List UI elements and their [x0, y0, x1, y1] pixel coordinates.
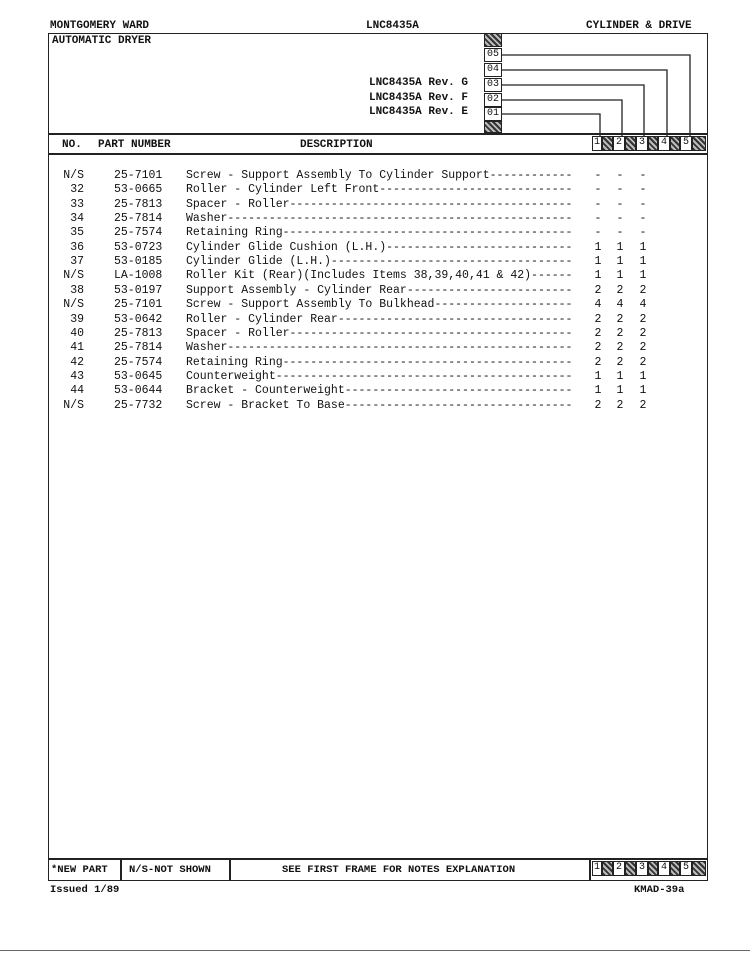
part-item-number: 40	[70, 326, 84, 340]
part-item-number: 42	[70, 355, 84, 369]
part-number: 25-7101	[114, 169, 163, 182]
qty-rev-1: -	[594, 226, 602, 240]
footer-col-sep-5	[692, 861, 706, 876]
qty-rev-2: 2	[616, 355, 624, 369]
qty-rev-1: 2	[594, 398, 602, 412]
footer-col-3: 3	[636, 861, 648, 876]
footer-col-sep-1	[602, 861, 613, 876]
qty-rev-3: 2	[639, 283, 647, 297]
part-number: 25-7732	[114, 398, 163, 412]
part-item-number: N/S	[63, 398, 84, 412]
qty-rev-3: -	[639, 169, 647, 182]
part-number: 53-0665	[114, 183, 163, 197]
part-number: 25-7813	[114, 197, 163, 211]
revision-label-g: LNC8435A Rev. G	[368, 77, 468, 89]
rev-code-04: 04	[484, 63, 502, 77]
part-number: 25-7574	[114, 226, 163, 240]
qty-rev-3: -	[639, 226, 647, 240]
qty-rev-1: 2	[594, 341, 602, 355]
notes-explanation: SEE FIRST FRAME FOR NOTES EXPLANATION	[282, 864, 516, 876]
rev-code-01: 01	[484, 107, 502, 121]
qty-rev-2: 1	[616, 255, 624, 269]
qty-rev-1: -	[594, 212, 602, 226]
part-item-number: 37	[70, 255, 84, 269]
qty-rev-3: 2	[639, 326, 647, 340]
col-header-part-number: PART NUMBER	[98, 139, 171, 151]
qty-rev-3: 1	[639, 384, 647, 398]
qty-rev-2: 1	[616, 384, 624, 398]
qty-rev-1: 1	[594, 369, 602, 383]
qty-rev-3: 2	[639, 355, 647, 369]
part-description: Roller Kit (Rear)(Includes Items 38,39,40,41 & 42)------	[186, 269, 573, 283]
qty-rev-2: 1	[616, 369, 624, 383]
part-description: Washer--------------------------------------------------	[186, 212, 573, 226]
qty-rev-3: -	[639, 197, 647, 211]
footer-col-sep-4	[670, 861, 680, 876]
qty-rev-3: -	[639, 212, 647, 226]
part-number: 53-0197	[114, 283, 163, 297]
part-item-number: 41	[70, 341, 84, 355]
part-description: Roller - Cylinder Rear----------------------------------	[186, 312, 573, 326]
part-item-number: N/S	[63, 169, 84, 182]
qty-rev-2: -	[616, 226, 624, 240]
qty-rev-3: 4	[639, 298, 647, 312]
scan-edge-line	[0, 950, 750, 951]
qty-rev-2: 2	[616, 326, 624, 340]
part-item-number: 34	[70, 212, 84, 226]
part-item-number: 43	[70, 369, 84, 383]
qty-rev-3: 1	[639, 369, 647, 383]
col-rev-sep-4	[670, 136, 680, 151]
section-title: CYLINDER & DRIVE	[586, 20, 692, 32]
part-item-number: 33	[70, 197, 84, 211]
revision-label-f: LNC8435A Rev. F	[368, 92, 468, 104]
footer-top-rule	[48, 858, 708, 860]
document-code: KMAD-39a	[634, 884, 685, 896]
qty-rev-2: 1	[616, 269, 624, 283]
issued-date: Issued 1/89	[50, 884, 120, 896]
qty-rev-3: 1	[639, 240, 647, 254]
qty-rev-2: 1	[616, 240, 624, 254]
part-description: Spacer - Roller-----------------------------------------	[186, 326, 573, 340]
qty-rev-1: 1	[594, 255, 602, 269]
header-bottom-rule	[48, 153, 708, 155]
footer-col-1: 1	[592, 861, 602, 876]
footer-col-2: 2	[613, 861, 625, 876]
part-number: 53-0642	[114, 312, 163, 326]
not-shown-legend: N/S-NOT SHOWN	[129, 864, 211, 876]
qty-rev-1: 4	[594, 298, 602, 312]
col-rev-5: 5	[680, 136, 692, 151]
qty-rev-2: 2	[616, 341, 624, 355]
footer-col-sep-2	[625, 861, 636, 876]
part-item-number: 44	[70, 384, 84, 398]
footer-col-5: 5	[680, 861, 692, 876]
part-number: 25-7814	[114, 212, 163, 226]
header-top-rule	[48, 133, 708, 135]
qty-rev-1: -	[594, 197, 602, 211]
qty-rev-3: 1	[639, 269, 647, 283]
qty-rev-2: -	[616, 197, 624, 211]
part-item-number: 32	[70, 183, 84, 197]
qty-rev-1: 1	[594, 240, 602, 254]
footer-col-sep-3	[648, 861, 658, 876]
part-number: 25-7813	[114, 326, 163, 340]
qty-rev-1: 1	[594, 384, 602, 398]
part-description: Washer--------------------------------------------------	[186, 341, 573, 355]
part-number: 25-7101	[114, 298, 163, 312]
part-description: Cylinder Glide (L.H.)-----------------------------------	[186, 255, 573, 269]
revision-label-e: LNC8435A Rev. E	[368, 106, 468, 118]
qty-rev-2: 2	[616, 312, 624, 326]
part-item-number: 35	[70, 226, 84, 240]
qty-rev-2: -	[616, 212, 624, 226]
part-number: LA-1008	[114, 269, 163, 283]
model-number: LNC8435A	[366, 20, 419, 32]
col-header-description: DESCRIPTION	[300, 139, 373, 151]
part-number: 53-0723	[114, 240, 163, 254]
part-number: 53-0644	[114, 384, 163, 398]
page-frame	[48, 33, 708, 881]
col-header-no: NO.	[62, 139, 82, 151]
col-rev-sep-1	[602, 136, 613, 151]
part-description: Screw - Support Assembly To Bulkhead--------------------	[186, 298, 573, 312]
part-number: 25-7574	[114, 355, 163, 369]
qty-rev-1: 1	[594, 269, 602, 283]
col-rev-2: 2	[613, 136, 625, 151]
part-description: Counterweight-------------------------------------------	[186, 369, 573, 383]
part-description: Spacer - Roller-----------------------------------------	[186, 197, 573, 211]
footer-col-4: 4	[658, 861, 670, 876]
part-description: Bracket - Counterweight---------------------------------	[186, 384, 573, 398]
qty-rev-3: -	[639, 183, 647, 197]
qty-rev-3: 1	[639, 255, 647, 269]
qty-rev-1: 2	[594, 326, 602, 340]
footer-divider-3	[589, 858, 591, 881]
qty-rev-1: 2	[594, 355, 602, 369]
new-part-legend: *NEW PART	[51, 864, 108, 876]
part-item-number: 36	[70, 240, 84, 254]
qty-rev-3: 2	[639, 398, 647, 412]
part-description: Cylinder Glide Cushion (L.H.)---------------------------	[186, 240, 573, 254]
qty-rev-2: 4	[616, 298, 624, 312]
part-item-number: N/S	[63, 269, 84, 283]
footer-divider-2	[229, 858, 231, 881]
product-type: AUTOMATIC DRYER	[52, 35, 152, 47]
part-item-number: N/S	[63, 298, 84, 312]
part-number: 53-0185	[114, 255, 163, 269]
rev-code-05: 05	[484, 48, 502, 62]
part-number: 53-0645	[114, 369, 163, 383]
qty-rev-1: 2	[594, 312, 602, 326]
part-description: Screw - Bracket To Base---------------------------------	[186, 398, 573, 412]
qty-rev-1: -	[594, 169, 602, 182]
col-rev-sep-5	[692, 136, 706, 151]
qty-rev-1: 2	[594, 283, 602, 297]
col-rev-sep-2	[625, 136, 636, 151]
part-item-number: 38	[70, 283, 84, 297]
rev-code-03: 03	[484, 78, 502, 92]
part-item-number: 39	[70, 312, 84, 326]
qty-rev-2: 2	[616, 398, 624, 412]
qty-rev-3: 2	[639, 312, 647, 326]
qty-rev-1: -	[594, 183, 602, 197]
qty-rev-3: 2	[639, 341, 647, 355]
qty-rev-2: -	[616, 183, 624, 197]
part-description: Retaining Ring------------------------------------------	[186, 226, 573, 240]
brand-name: MONTGOMERY WARD	[50, 20, 150, 32]
qty-rev-2: -	[616, 169, 624, 182]
footer-divider-1	[120, 858, 122, 881]
rev-code-02: 02	[484, 93, 502, 107]
part-description: Support Assembly - Cylinder Rear------------------------	[186, 283, 573, 297]
qty-rev-2: 2	[616, 283, 624, 297]
col-rev-3: 3	[636, 136, 648, 151]
col-rev-1: 1	[592, 136, 602, 151]
part-description: Screw - Support Assembly To Cylinder Support------------	[186, 169, 573, 182]
col-rev-sep-3	[648, 136, 658, 151]
col-rev-4: 4	[658, 136, 670, 151]
part-description: Roller - Cylinder Left Front----------------------------	[186, 183, 573, 197]
part-number: 25-7814	[114, 341, 163, 355]
part-description: Retaining Ring------------------------------------------	[186, 355, 573, 369]
